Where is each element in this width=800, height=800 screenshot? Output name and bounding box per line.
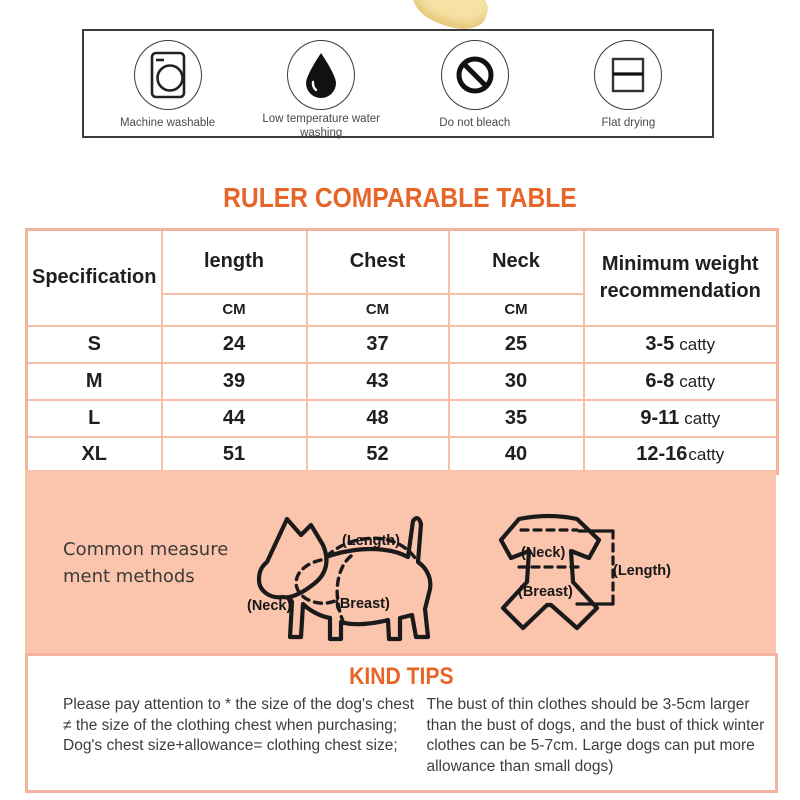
col-header-chest: Chest [307,230,449,294]
table-row-xl [27,437,778,474]
col-header-length: length [162,230,307,294]
unit-cm: CM [449,294,584,326]
no-bleach-icon [441,40,509,110]
weight-value: 9-11 catty [584,400,778,437]
dog-neck-label: (Neck) [247,598,292,614]
care-label: Machine washable [119,116,216,129]
kind-tips-box [25,653,778,793]
tip-text-right: The bust of thin clothes should be 3-5cm larger than the bust of dogs, and the bust of thick winter clothes can be 5-7cm. Large dogs can put more allowance than small dogs) [426,696,765,775]
size-value: S [27,326,162,363]
flat-dry-icon [594,40,662,110]
care-label: Flat drying [601,116,656,129]
chest-value: 52 [307,437,449,474]
garment-top-view-diagram [477,510,627,650]
table-row-l [27,400,778,437]
size-chart-title: RULER COMPARABLE TABLE [223,182,577,213]
chest-value: 37 [307,326,449,363]
measurement-methods-panel [25,470,776,655]
water-drop-icon [287,40,355,110]
size-chart-table [25,228,779,475]
care-item-machine-washable [98,31,238,136]
unit-cm: CM [162,294,307,326]
tip-text-left: Please pay attention to * the size of the dog's chest ≠ the size of the clothing chest when purchasing; Dog's chest size+allowance= clothing chest size; [63,696,415,755]
kind-tips-title: KIND TIPS [349,663,454,690]
dog-length-label: (Length) [342,533,400,549]
length-value: 51 [162,437,307,474]
table-row-s [27,326,778,363]
care-label: Low temperature water washing [262,113,380,140]
care-label: Do not bleach [439,116,511,129]
neck-value: 40 [449,437,584,474]
neck-value: 25 [449,326,584,363]
care-item-low-temperature [251,31,391,140]
length-value: 24 [162,326,307,363]
length-value: 44 [162,400,307,437]
chest-value: 43 [307,363,449,400]
care-item-flat-drying [558,31,698,136]
neck-value: 30 [449,363,584,400]
measurement-heading: Common measure ment methods [63,539,229,587]
unit-cm: CM [307,294,449,326]
length-value: 39 [162,363,307,400]
col-header-specification: Specification [27,230,162,326]
garment-length-label: (Length) [613,563,671,579]
garment-breast-label: (Breast) [518,584,573,600]
weight-value: 6-8 catty [584,363,778,400]
neck-value: 35 [449,400,584,437]
care-item-do-not-bleach [405,31,545,136]
dog-breast-label: (Breast) [335,596,390,612]
table-header-row [27,230,778,294]
size-value: M [27,363,162,400]
care-instructions-box [82,29,714,138]
weight-value: 3-5 catty [584,326,778,363]
garment-neck-label: (Neck) [521,545,566,561]
chest-value: 48 [307,400,449,437]
col-header-neck: Neck [449,230,584,294]
size-value: L [27,400,162,437]
dog-side-view-diagram [247,506,459,654]
table-row-m [27,363,778,400]
weight-value: 12-16catty [584,437,778,474]
washing-machine-icon [134,40,202,110]
col-header-weight: Minimum weight recommendation [584,230,778,326]
size-value: XL [27,437,162,474]
